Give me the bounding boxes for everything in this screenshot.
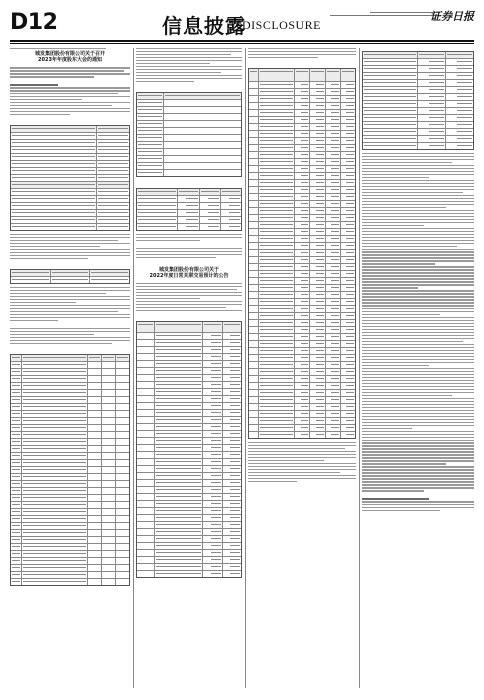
column-divider xyxy=(133,48,134,688)
related-party-table-small xyxy=(136,92,242,177)
page-number: D12 xyxy=(10,10,58,35)
column-4 xyxy=(362,48,474,688)
column-divider xyxy=(359,48,360,688)
column-1 xyxy=(10,48,130,688)
header-rule xyxy=(10,40,474,42)
header-rule-thin xyxy=(10,43,474,44)
masthead-info xyxy=(330,10,440,16)
proposal-table xyxy=(10,125,130,231)
voting-table xyxy=(136,188,242,231)
section-title: 信息披露 xyxy=(162,14,246,38)
masthead xyxy=(10,6,474,40)
newspaper-logo: 证券日报 xyxy=(430,10,474,23)
column-divider xyxy=(245,48,246,688)
financial-table xyxy=(248,68,356,439)
proxy-form-table xyxy=(10,354,130,586)
related-transaction-table xyxy=(136,321,242,578)
summary-table xyxy=(362,51,474,150)
article-title: 城发集团股份有限公司关于召开 2023年年度股东大会的通知 xyxy=(34,51,105,64)
registration-table xyxy=(10,269,130,284)
column-3 xyxy=(248,48,356,688)
article-title: 城发集团股份有限公司关于 2022年度日常关联交易预计的公告 xyxy=(149,266,229,279)
column-2 xyxy=(136,48,242,688)
section-title-english: DISCLOSURE xyxy=(242,18,322,32)
